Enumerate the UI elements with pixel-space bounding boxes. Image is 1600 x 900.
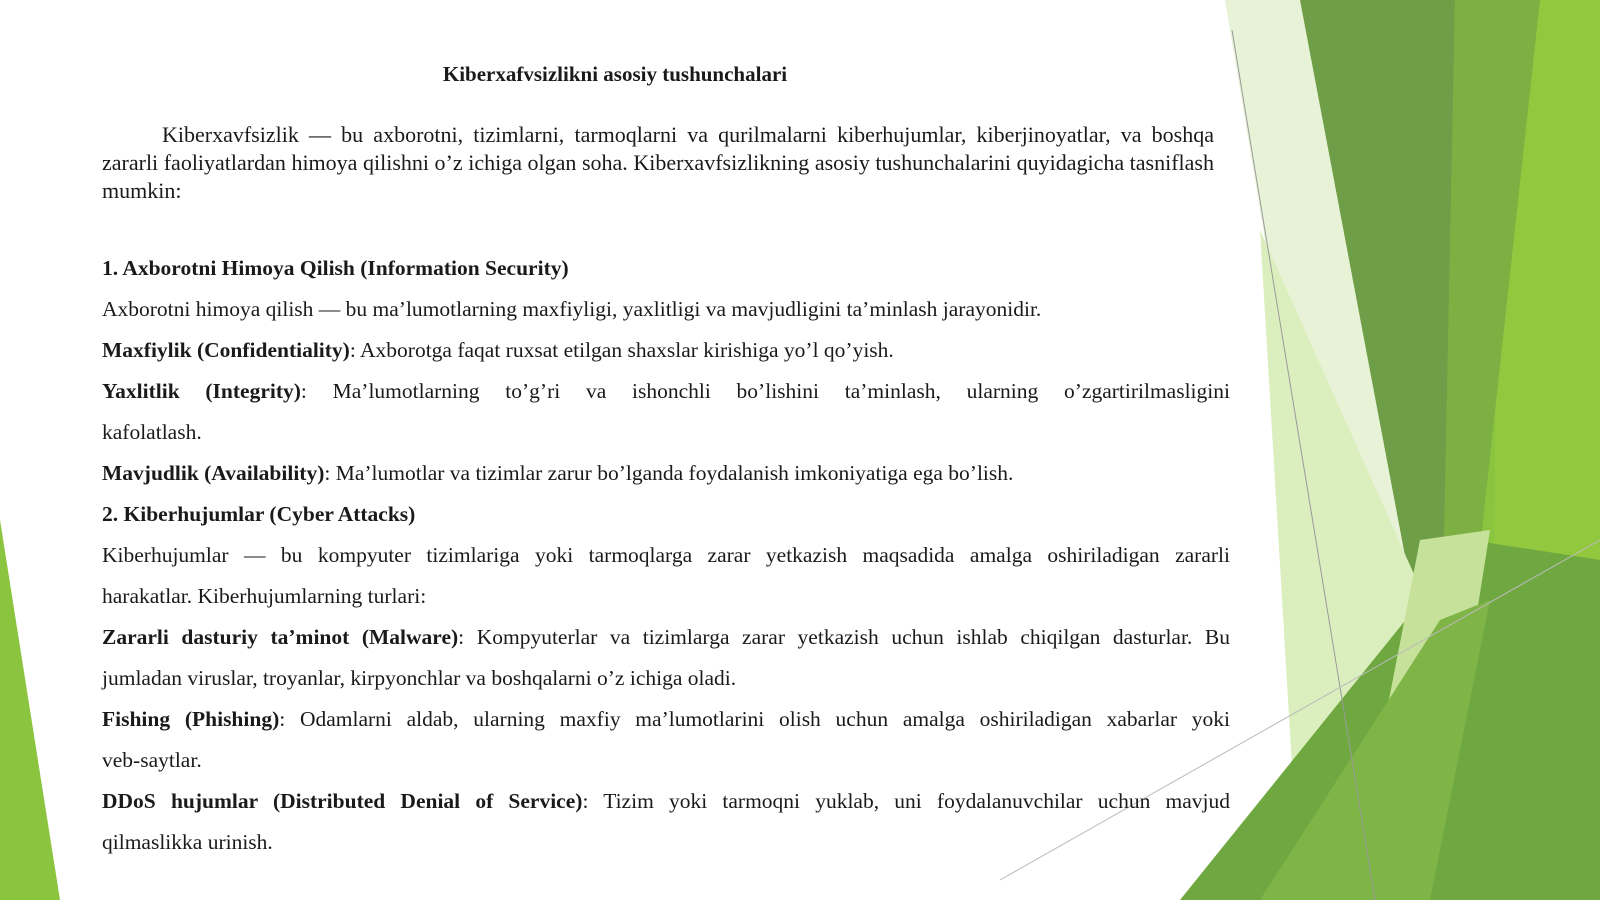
term-malware: Zararli dasturiy ta’minot (Malware) xyxy=(102,625,459,649)
item-phishing xyxy=(102,707,1230,732)
term-confidentiality: Maxfiylik (Confidentiality) xyxy=(102,338,350,362)
text-phishing-line2: veb-saytlar. xyxy=(102,748,202,772)
section2-definition-line2: harakatlar. Kiberhujumlarning turlari: xyxy=(102,584,427,608)
item-integrity xyxy=(102,379,1230,404)
section1-definition: Axborotni himoya qilish — bu ma’lumotlarning maxfiyligi, yaxlitligi va mavjudligini ta’minlash jarayonidir. xyxy=(102,297,1042,321)
section2-heading: 2. Kiberhujumlar (Cyber Attacks) xyxy=(102,502,416,526)
text-confidentiality: : Axborotga faqat ruxsat etilgan shaxslar kirishiga yo’l qo’yish. xyxy=(349,338,894,362)
section1-heading: 1. Axborotni Himoya Qilish (Information Security) xyxy=(102,256,569,280)
intro-paragraph: Kiberxavfsizlik — bu axborotni, tizimlarni, tarmoqlarni va qurilmalarni kiberhujumlar, kiberjinoyatlar, va boshqa zararli faoliyatlardan himoya qilishni o’z ichiga olgan soha. Kiberxavfsizlikning asosiy tushunchalarini quyidagicha tasniflash mumkin: xyxy=(102,122,1214,203)
item-ddos xyxy=(102,789,1230,814)
text-integrity-line1: : Ma’lumotlarning to’g’ri va ishonchli bo’lishini ta’minlash, ularning o’zgartirilmasligini xyxy=(300,379,1230,403)
text-integrity-line2: kafolatlash. xyxy=(102,420,202,444)
term-availability: Mavjudlik (Availability) xyxy=(102,461,325,485)
text-phishing-line1: : Odamlarni aldab, ularning maxfiy ma’lumotlarini olish uchun amalga oshiriladigan xabarlar yoki xyxy=(279,707,1230,731)
text-malware-line1: : Kompyuterlar va tizimlarga zarar yetkazish uchun ishlab chiqilgan dasturlar. Bu xyxy=(458,625,1230,649)
text-malware-line2: jumladan viruslar, troyanlar, kirpyonchlar va boshqalarni o’z ichiga oladi. xyxy=(102,666,737,690)
slide-title: Kiberxafvsizlikni asosiy tushunchalari xyxy=(442,62,788,86)
item-confidentiality xyxy=(102,338,1230,363)
term-ddos: DDoS hujumlar (Distributed Denial of Service) xyxy=(102,789,583,813)
item-malware xyxy=(102,625,1230,650)
text-ddos-line1: : Tizim yoki tarmoqni yuklab, uni foydalanuvchilar uchun mavjud xyxy=(582,789,1230,813)
item-availability xyxy=(102,461,1230,486)
section2-definition-line1: Kiberhujumlar — bu kompyuter tizimlariga yoki tarmoqlarga zarar yetkazish maqsadida amalga oshiriladigan zararli xyxy=(102,543,1230,567)
text-availability: : Ma’lumotlar va tizimlar zarur bo’lganda foydalanish imkoniyatiga ega bo’lish. xyxy=(324,461,1014,485)
term-phishing: Fishing (Phishing) xyxy=(102,707,280,731)
term-integrity: Yaxlitlik (Integrity) xyxy=(102,379,301,403)
text-ddos-line2: qilmaslikka urinish. xyxy=(102,830,273,854)
